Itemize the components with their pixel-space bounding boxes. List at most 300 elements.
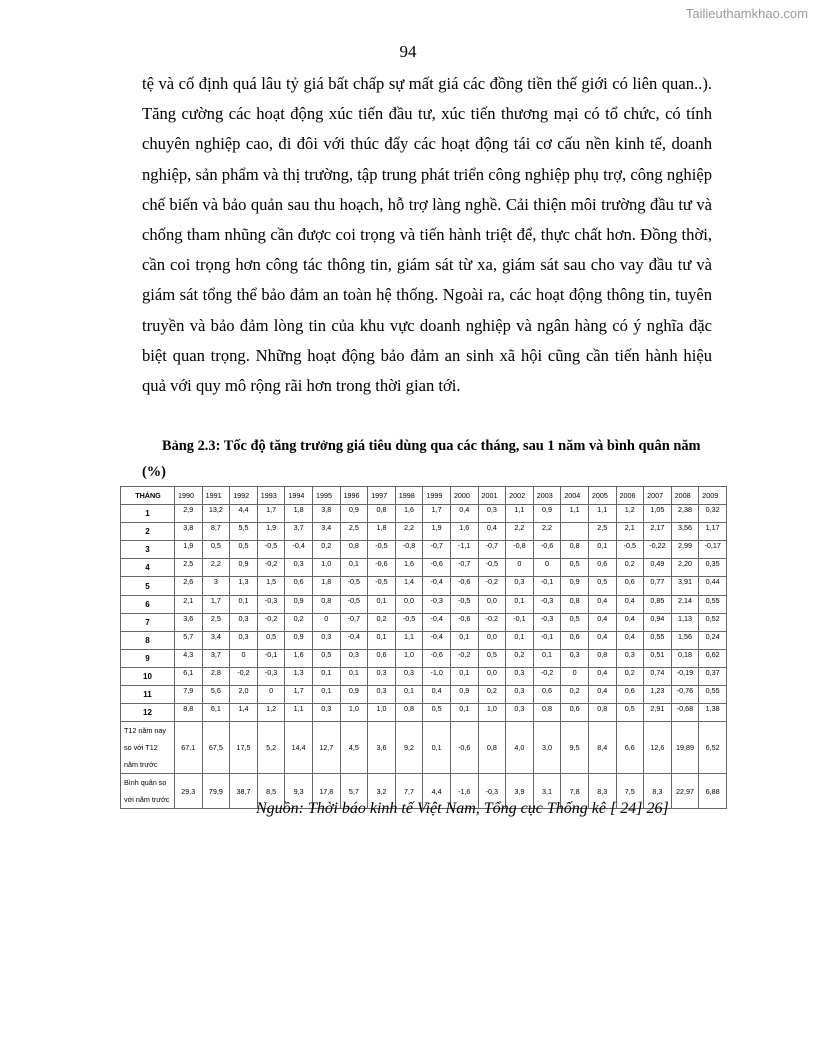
table-cell: 6,52 [699, 722, 727, 774]
table-cell: 4,3 [175, 649, 203, 667]
table-cell: 0,32 [699, 505, 727, 523]
table-body [121, 505, 727, 809]
table-cell: 0,4 [588, 686, 616, 704]
table-cell: 0,5 [588, 577, 616, 595]
header-year: 2000 [450, 487, 478, 505]
table-cell: 0,8 [561, 541, 589, 559]
table-cell: 8,3 [588, 774, 616, 809]
table-cell: -0,22 [644, 541, 672, 559]
table-cell: 3,1 [533, 774, 561, 809]
table-cell: 0,2 [561, 686, 589, 704]
table-cell: 0,3 [230, 631, 258, 649]
table-cell: 0,1 [423, 722, 451, 774]
table-cell: -0,1 [533, 631, 561, 649]
table-cell: 0 [312, 613, 340, 631]
table-cell: 1,1 [506, 505, 534, 523]
table-cell: 0,4 [616, 595, 644, 613]
table-cell: 0,0 [395, 595, 423, 613]
table-cell: 4,4 [423, 774, 451, 809]
table-cell: 67,1 [175, 722, 203, 774]
table-cell: -0,4 [285, 541, 313, 559]
table-cell: 0,8 [588, 649, 616, 667]
table-cell: 0,6 [285, 577, 313, 595]
table-cell: 0,74 [644, 667, 672, 685]
table-cell: 14,4 [285, 722, 313, 774]
table-cell: -0,3 [533, 595, 561, 613]
table-cell: 9,3 [285, 774, 313, 809]
table-cell: 29,3 [175, 774, 203, 809]
table-cell: 19,89 [671, 722, 699, 774]
table-cell: 0,5 [423, 704, 451, 722]
table-cell: 0,5 [202, 541, 230, 559]
table-cell: 0,4 [616, 631, 644, 649]
month-label: 10 [121, 667, 175, 685]
table-cell: 2,9 [175, 505, 203, 523]
table-cell: 0,94 [644, 613, 672, 631]
table-row [121, 505, 727, 523]
table-cell: 0,8 [395, 704, 423, 722]
table-cell: 2,91 [644, 704, 672, 722]
month-label: 9 [121, 649, 175, 667]
table-cell: 0,3 [506, 704, 534, 722]
table-cell: 67,5 [202, 722, 230, 774]
table-cell: 0,1 [533, 649, 561, 667]
table-cell: 0,1 [450, 631, 478, 649]
table-cell: 1,0 [478, 704, 506, 722]
table-cell: 0,1 [588, 541, 616, 559]
header-year: 2007 [644, 487, 672, 505]
table-cell: 0,5 [616, 704, 644, 722]
table-cell: 0,3 [616, 649, 644, 667]
table-cell: 0,52 [699, 613, 727, 631]
table-cell: 2,1 [616, 523, 644, 541]
table-cell: 2,20 [671, 559, 699, 577]
table-header-row [121, 487, 727, 505]
table-cell: -0,3 [478, 774, 506, 809]
table-cell: 0,3 [230, 613, 258, 631]
table-cell: 17,8 [312, 774, 340, 809]
table-cell: 0,2 [312, 541, 340, 559]
table-cell: 8,5 [257, 774, 285, 809]
table-row [121, 649, 727, 667]
table-cell: 9,2 [395, 722, 423, 774]
table-cell: -0,1 [506, 613, 534, 631]
table-cell: 0,4 [616, 613, 644, 631]
table-cell: 0,3 [561, 649, 589, 667]
table-cell: 1,7 [423, 505, 451, 523]
table-cell: 0,3 [506, 577, 534, 595]
table-cell: 0 [533, 559, 561, 577]
table-cell: 1,7 [257, 505, 285, 523]
table-cell: 0,6 [561, 704, 589, 722]
table-cell: 0,8 [588, 704, 616, 722]
table-cell: 6,1 [175, 667, 203, 685]
table-cell: 0 [506, 559, 534, 577]
table-cell: 1,6 [450, 523, 478, 541]
table-cell: 0,5 [230, 541, 258, 559]
table-cell: 3,56 [671, 523, 699, 541]
table-cell: 0,0 [478, 667, 506, 685]
month-label: 5 [121, 577, 175, 595]
table-cell: -0,5 [478, 559, 506, 577]
table-cell: -0,19 [671, 667, 699, 685]
summary-row [121, 722, 727, 774]
table-cell: 2,0 [230, 686, 258, 704]
table-cell: 1,8 [368, 523, 396, 541]
table-cell: 3,0 [533, 722, 561, 774]
header-year: 1996 [340, 487, 368, 505]
table-cell: -0,5 [395, 613, 423, 631]
month-label: 12 [121, 704, 175, 722]
summary-label: T12 năm nay so với T12 năm trước [121, 722, 175, 774]
table-cell: 0 [230, 649, 258, 667]
month-label: 1 [121, 505, 175, 523]
table-cell: 0,3 [478, 505, 506, 523]
table-cell: -0,3 [257, 667, 285, 685]
table-cell: -0,6 [368, 559, 396, 577]
table-cell: 22,97 [671, 774, 699, 809]
table-cell: -0,5 [257, 541, 285, 559]
table-cell: 0,4 [588, 613, 616, 631]
table-cell: 1,17 [699, 523, 727, 541]
table-cell: 3,2 [368, 774, 396, 809]
table-cell: -1,1 [450, 541, 478, 559]
table-cell: 0,5 [561, 559, 589, 577]
table-cell: 0,62 [699, 649, 727, 667]
table-cell: 7,8 [561, 774, 589, 809]
table-cell: 1,4 [395, 577, 423, 595]
table-cell: 3,7 [202, 649, 230, 667]
table-cell: 2,2 [395, 523, 423, 541]
table-cell: 1,0 [312, 559, 340, 577]
month-label: 2 [121, 523, 175, 541]
table-cell: 0,55 [644, 631, 672, 649]
table-cell: 2,2 [202, 559, 230, 577]
table-cell: 0,2 [616, 667, 644, 685]
header-year: 1998 [395, 487, 423, 505]
header-year: 1997 [368, 487, 396, 505]
table-cell: 0,1 [450, 667, 478, 685]
table-cell: 8,3 [644, 774, 672, 809]
table-cell: 1,05 [644, 505, 672, 523]
table-cell: 0,9 [230, 559, 258, 577]
table-cell: 0,77 [644, 577, 672, 595]
table-cell: -0,6 [533, 541, 561, 559]
table-cell: 1,6 [395, 559, 423, 577]
table-cell: -0,5 [450, 595, 478, 613]
header-year: 1994 [285, 487, 313, 505]
table-cell: -0,8 [506, 541, 534, 559]
header-year: 2008 [671, 487, 699, 505]
table-cell: 2,17 [644, 523, 672, 541]
table-cell: 0,3 [395, 667, 423, 685]
table-cell: -0,6 [423, 649, 451, 667]
table-cell: 0,5 [561, 613, 589, 631]
table-cell: 0,1 [395, 686, 423, 704]
table-cell: 0,6 [533, 686, 561, 704]
table-cell: 0,1 [368, 595, 396, 613]
table-cell: 1,13 [671, 613, 699, 631]
table-cell: 0,2 [368, 613, 396, 631]
table-cell: 1,0 [340, 704, 368, 722]
table-cell: -0,8 [395, 541, 423, 559]
table-cell: -0,1 [533, 577, 561, 595]
table-cell: -0,5 [368, 577, 396, 595]
header-year: 2003 [533, 487, 561, 505]
table-cell: 0,8 [533, 704, 561, 722]
table-cell: 5,7 [175, 631, 203, 649]
header-year: 2006 [616, 487, 644, 505]
table-cell: 0,0 [478, 631, 506, 649]
table-row [121, 686, 727, 704]
table-cell: 0,6 [368, 649, 396, 667]
table-cell: 17,5 [230, 722, 258, 774]
header-year: 2009 [699, 487, 727, 505]
table-cell: 0,4 [588, 595, 616, 613]
table-cell: -0,68 [671, 704, 699, 722]
month-label: 6 [121, 595, 175, 613]
table-cell: 1,6 [395, 505, 423, 523]
table-cell: 12,6 [644, 722, 672, 774]
table-cell: 0,1 [340, 559, 368, 577]
table-cell: -0,5 [340, 577, 368, 595]
table-cell: 0,1 [368, 631, 396, 649]
header-year: 1992 [230, 487, 258, 505]
table-cell: 0,8 [368, 505, 396, 523]
header-year: 2005 [588, 487, 616, 505]
table-cell: 1,9 [175, 541, 203, 559]
table-cell: 3,6 [368, 722, 396, 774]
table-cell: 0,37 [699, 667, 727, 685]
table-cell: 3,9 [506, 774, 534, 809]
table-cell: 0,1 [230, 595, 258, 613]
table-cell: 1,1 [395, 631, 423, 649]
table-cell: 0,24 [699, 631, 727, 649]
table-cell: 2,6 [175, 577, 203, 595]
page-number: 94 [399, 42, 417, 61]
table-cell: 0,3 [368, 686, 396, 704]
table-cell: 3,91 [671, 577, 699, 595]
table-cell: -0,4 [423, 577, 451, 595]
header-year: 2001 [478, 487, 506, 505]
table-cell: 79,9 [202, 774, 230, 809]
table-cell: 0,9 [533, 505, 561, 523]
table-row [121, 631, 727, 649]
header-year: 2002 [506, 487, 534, 505]
table-row [121, 577, 727, 595]
table-cell: 4,0 [506, 722, 534, 774]
table-cell: -0,6 [450, 613, 478, 631]
table-cell: 4,4 [230, 505, 258, 523]
table-cell: 0,2 [506, 649, 534, 667]
table-cell: 0,18 [671, 649, 699, 667]
table-cell: 0,4 [423, 686, 451, 704]
table-cell: 0,1 [312, 667, 340, 685]
table-cell: 1,6 [285, 649, 313, 667]
table-cell: 6,6 [616, 722, 644, 774]
table-cell: 2,38 [671, 505, 699, 523]
table-cell: 13,2 [202, 505, 230, 523]
table-cell: -0,2 [450, 649, 478, 667]
table-cell: 1,0 [395, 649, 423, 667]
table-cell: -0,2 [478, 577, 506, 595]
table-cell: 0,1 [506, 595, 534, 613]
table-cell: 8,4 [588, 722, 616, 774]
table-cell: -0,7 [423, 541, 451, 559]
table-cell: 0,8 [561, 595, 589, 613]
table-cell: -0,7 [478, 541, 506, 559]
table-cell: 4,5 [340, 722, 368, 774]
watermark: Tailieuthamkhao.com [685, 6, 808, 21]
table-cell: 0,9 [285, 631, 313, 649]
table-cell: 9,5 [561, 722, 589, 774]
table-cell: 0,0 [478, 595, 506, 613]
month-label: 8 [121, 631, 175, 649]
table-cell: 0,3 [368, 667, 396, 685]
table-cell: 0,1 [450, 704, 478, 722]
table-cell: 0,8 [312, 595, 340, 613]
table-cell: 0,6 [616, 577, 644, 595]
table-cell: 38,7 [230, 774, 258, 809]
table-cell: 0,9 [340, 505, 368, 523]
table-cell: 1,38 [699, 704, 727, 722]
table-cell: 0,5 [257, 631, 285, 649]
table-cell: 0,3 [312, 704, 340, 722]
table-cell: -0,6 [423, 559, 451, 577]
header-year: 1993 [257, 487, 285, 505]
table-cell: -0,76 [671, 686, 699, 704]
table-cell: 0,8 [340, 541, 368, 559]
table-cell: 0,49 [644, 559, 672, 577]
table-cell: -0,7 [450, 559, 478, 577]
table-cell: 0,4 [588, 631, 616, 649]
table-cell: 5,7 [340, 774, 368, 809]
table-cell: 2,2 [506, 523, 534, 541]
header-year: 2004 [561, 487, 589, 505]
table-row [121, 559, 727, 577]
table-cell: 1,3 [230, 577, 258, 595]
table-cell: 12,7 [312, 722, 340, 774]
table-cell: 1,5 [257, 577, 285, 595]
table-row [121, 523, 727, 541]
table-cell: 0,3 [285, 559, 313, 577]
table-cell: 0,8 [478, 722, 506, 774]
table-cell: 0,3 [506, 667, 534, 685]
table-cell: -0,4 [423, 631, 451, 649]
source-note: Nguồn: Thời báo kinh tế Việt Nam, Tổng cục Thống kê [ 24] 26] [256, 800, 669, 817]
table-cell: 0,1 [340, 667, 368, 685]
header-year: 1995 [312, 487, 340, 505]
table-cell: -0,5 [340, 595, 368, 613]
table-cell: 3,4 [312, 523, 340, 541]
table-cell: -0,4 [423, 613, 451, 631]
table-cell: 1,2 [616, 505, 644, 523]
table-cell: 8,7 [202, 523, 230, 541]
table-cell: -0,3 [257, 595, 285, 613]
table-cell: 0,5 [478, 649, 506, 667]
header-year: 1990 [175, 487, 203, 505]
table-cell: 0,9 [561, 577, 589, 595]
table-cell: 3,6 [175, 613, 203, 631]
table-cell: -0,2 [478, 613, 506, 631]
header-month: THÁNG [121, 487, 175, 505]
table-cell: -1,6 [450, 774, 478, 809]
table-cell: 1,23 [644, 686, 672, 704]
table-cell: -0,3 [423, 595, 451, 613]
table-cell: 0,3 [340, 649, 368, 667]
table-cell: 5,5 [230, 523, 258, 541]
table-cell: 0,2 [616, 559, 644, 577]
table-cell: 5,2 [257, 722, 285, 774]
table-cell: 1,1 [561, 505, 589, 523]
table-cell: -0,5 [616, 541, 644, 559]
table-cell: 7,7 [395, 774, 423, 809]
table-cell: 3,7 [285, 523, 313, 541]
table-cell: -0,4 [340, 631, 368, 649]
table-cell: 0,4 [588, 667, 616, 685]
table-row [121, 541, 727, 559]
table-cell: 2,5 [175, 559, 203, 577]
table-cell: 2,2 [533, 523, 561, 541]
table-cell: 0,6 [561, 631, 589, 649]
table-cell: 0 [561, 667, 589, 685]
table-cell: 1,9 [257, 523, 285, 541]
table-cell: 6,1 [202, 704, 230, 722]
table-cell: -0,7 [340, 613, 368, 631]
table-cell: 8,8 [175, 704, 203, 722]
table-cell: 5,6 [202, 686, 230, 704]
table-cell: -0,2 [257, 613, 285, 631]
table-row [121, 667, 727, 685]
table-cell: 0,35 [699, 559, 727, 577]
table-cell: 0,85 [644, 595, 672, 613]
table-cell: 1,4 [230, 704, 258, 722]
table-cell: 1,7 [285, 686, 313, 704]
table-cell: 0,4 [450, 505, 478, 523]
table-cell: -0,17 [699, 541, 727, 559]
table-cell: -0,5 [368, 541, 396, 559]
table-cell: 0,9 [450, 686, 478, 704]
table-cell: 7,5 [616, 774, 644, 809]
table-cell: 1,8 [285, 505, 313, 523]
table-cell: 0,6 [616, 686, 644, 704]
table-cell: -0,3 [533, 613, 561, 631]
table-cell: 2,99 [671, 541, 699, 559]
table-cell: 0,51 [644, 649, 672, 667]
table-cell: 1,2 [257, 704, 285, 722]
table-cell: 0,2 [285, 613, 313, 631]
table-cell: 3,8 [175, 523, 203, 541]
table-cell: 0,4 [478, 523, 506, 541]
table-cell: 0,6 [588, 559, 616, 577]
month-label: 3 [121, 541, 175, 559]
table-cell: 0,1 [506, 631, 534, 649]
body-paragraph: tệ và cố định quá lâu tỷ giá bất chấp sự mất giá các đồng tiền thế giới có liên quan..). Tăng cường các hoạt động xúc tiến đầu tư, xúc tiến thương mại có tổ chức, có tính chuyên nghiệp cao, đi đôi với thúc đẩy các hoạt động tái cơ cấu nền kinh tế, doanh nghiệp, sản phẩm và thị trường, tập trung phát triển công nghiệp phụ trợ, công nghiệp chế biến và bảo quản sau thu hoạch, hỗ trợ làng nghề. Cải thiện môi trường đầu tư và chống tham nhũng cần được coi trọng và tiến hành triệt để, thực chất hơn. Đồng thời, cần coi trọng hơn công tác thông tin, giám sát từ xa, giám sát sau cho vay đầu tư và giám sát tổng thể bảo đảm an toàn hệ thống. Ngoài ra, các hoạt động thông tin, tuyên truyền và bảo đảm lòng tin của khu vực doanh nghiệp và ngân hàng có ý nghĩa đặc biệt quan trọng. Những hoạt động bảo đảm an sinh xã hội cũng cần tiến hành hiệu quả với quy mô rộng rãi hơn trong thời gian tới. [142, 74, 712, 396]
table-cell: -1,0 [423, 667, 451, 685]
table-cell: 2,5 [588, 523, 616, 541]
table-cell: 7,9 [175, 686, 203, 704]
table-cell: 1,7 [202, 595, 230, 613]
table-cell: 3,4 [202, 631, 230, 649]
month-label: 11 [121, 686, 175, 704]
table-cell: 1,3 [285, 667, 313, 685]
table-cell: 1,56 [671, 631, 699, 649]
header-year: 1991 [202, 487, 230, 505]
table-cell: 0,2 [478, 686, 506, 704]
table-cell: 0,5 [312, 649, 340, 667]
table-cell: 0,3 [506, 686, 534, 704]
table-cell: 2,5 [202, 613, 230, 631]
